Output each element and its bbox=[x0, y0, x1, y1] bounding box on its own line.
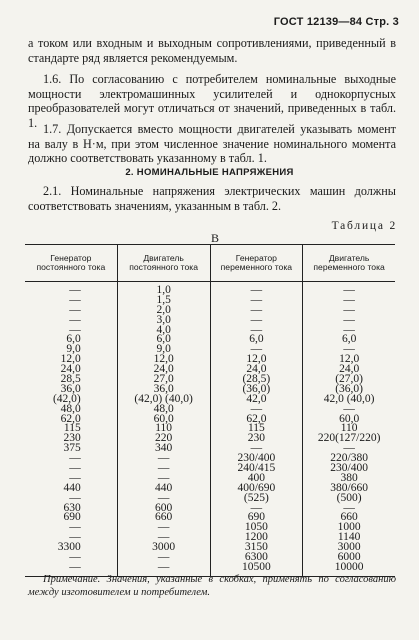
table-cell: — bbox=[157, 551, 170, 564]
table-cell: — bbox=[69, 531, 81, 544]
table-cell: — bbox=[343, 313, 355, 326]
table-cell: 3000 bbox=[152, 541, 176, 554]
table-cell: 630 bbox=[63, 501, 81, 514]
table-cell: 12,0 bbox=[246, 353, 267, 366]
table-cell: — bbox=[250, 323, 263, 336]
table-cell: (42,0) (40,0) bbox=[134, 392, 193, 405]
table-cell: 9,0 bbox=[66, 343, 81, 356]
table-cell: 1,0 bbox=[156, 284, 171, 296]
table-cell: — bbox=[250, 313, 263, 326]
table-cell: 230/400 bbox=[330, 462, 368, 475]
table-cell: — bbox=[343, 442, 355, 455]
table-cell: — bbox=[157, 521, 170, 534]
paragraph-1-6: 1.6. По согласованию с потребителем номинальные выходные мощности электромашинных усилителей и однокорпусных преобразователей могут отличаться от значений, приведенных в табл. 1. bbox=[28, 72, 396, 130]
table-cell: — bbox=[343, 501, 355, 514]
table-cell: 3150 bbox=[244, 541, 268, 554]
table-cell: 1,5 bbox=[156, 293, 171, 306]
table-cell: 110 bbox=[340, 422, 358, 435]
table-cell: — bbox=[69, 491, 81, 504]
table-cell: — bbox=[343, 303, 355, 316]
table-body bbox=[25, 282, 395, 576]
table-cell: 380/660 bbox=[330, 481, 368, 494]
paragraph-2-1: 2.1. Номинальные напряжения электрических машин должны соответствовать значениям, указанным в табл. 2. bbox=[28, 184, 396, 213]
table-cell: — bbox=[69, 303, 81, 316]
table-cell: 230/400 bbox=[237, 452, 276, 465]
table-cell: 24,0 bbox=[339, 363, 360, 376]
table-cell: 660 bbox=[155, 511, 173, 524]
table-cell: — bbox=[343, 284, 355, 296]
table-cell: 1200 bbox=[244, 531, 268, 544]
table-cell: 36,0 bbox=[60, 382, 81, 395]
table-cell: 1050 bbox=[244, 521, 268, 534]
table-cell: 6,0 bbox=[341, 333, 357, 346]
table-cell: 3,0 bbox=[156, 313, 171, 326]
table-cell: 60,0 bbox=[153, 412, 174, 425]
table-cell: 12,0 bbox=[153, 353, 174, 366]
section-title: 2. НОМИНАЛЬНЫЕ НАПРЯЖЕНИЯ bbox=[125, 167, 294, 178]
table-cell: — bbox=[250, 303, 263, 316]
table-cell: (42,0) bbox=[52, 392, 81, 405]
table-cell: 24,0 bbox=[153, 363, 174, 376]
column-header: Двигатель постоянного тока bbox=[117, 245, 210, 281]
table-cell: 6,0 bbox=[156, 333, 171, 346]
table-cell: 4,0 bbox=[156, 323, 171, 336]
table-cell: — bbox=[250, 284, 263, 296]
table-cell: 660 bbox=[340, 511, 358, 524]
table-cell: 60,0 bbox=[339, 412, 360, 425]
table-cell: (36,0) bbox=[335, 382, 364, 395]
voltage-table bbox=[25, 244, 395, 577]
table-cell: — bbox=[69, 323, 81, 336]
table-cell: 24,0 bbox=[60, 363, 81, 376]
table-cell: — bbox=[157, 560, 170, 573]
table-cell: — bbox=[69, 462, 81, 475]
table-cell: 42,0 bbox=[246, 392, 267, 405]
table-cell: 48,0 bbox=[153, 402, 174, 415]
table-cell: 115 bbox=[247, 422, 265, 435]
table-cell: 400/690 bbox=[237, 481, 276, 494]
table-cell: 240/415 bbox=[237, 462, 276, 475]
table-cell: 220 bbox=[155, 432, 173, 445]
table-cell: 690 bbox=[63, 511, 81, 524]
table-cell: (500) bbox=[336, 491, 362, 504]
table-cell: 12,0 bbox=[339, 353, 360, 366]
table-cell: — bbox=[343, 343, 355, 356]
table-cell: 27,0 bbox=[153, 373, 174, 386]
table-cell: — bbox=[343, 293, 355, 306]
table-cell: — bbox=[157, 491, 170, 504]
table-cell: 6000 bbox=[337, 551, 361, 564]
table-cell: 2,0 bbox=[156, 303, 171, 316]
table-header-row bbox=[25, 245, 395, 282]
table-cell: 380 bbox=[340, 471, 358, 484]
table-cell: 36,0 bbox=[153, 382, 174, 395]
table-cell: 12,0 bbox=[60, 353, 81, 366]
table-cell: — bbox=[157, 462, 170, 475]
table-cell: (36,0) bbox=[242, 382, 271, 395]
column-header: Генератор переменного тока bbox=[210, 245, 303, 281]
table-cell: 42,0 (40,0) bbox=[323, 392, 375, 405]
table-column bbox=[25, 282, 117, 576]
table-cell: — bbox=[250, 442, 263, 455]
table-cell: — bbox=[69, 293, 81, 306]
paragraph-continuation: а током или входным и выходным сопротивлениями, приведенный в стандарте ряд является рекомендуемым. bbox=[28, 36, 396, 65]
table-cell: — bbox=[250, 293, 263, 306]
table-cell: 110 bbox=[155, 422, 173, 435]
table-cell: 62,0 bbox=[246, 412, 267, 425]
table-cell: 690 bbox=[247, 511, 265, 524]
table-cell: — bbox=[343, 402, 355, 415]
table-cell: — bbox=[250, 402, 263, 415]
table-cell: 3300 bbox=[57, 541, 81, 554]
table-cell: — bbox=[69, 551, 81, 564]
table-cell: 440 bbox=[155, 481, 173, 494]
table-column bbox=[302, 282, 395, 576]
table-cell: 6300 bbox=[244, 551, 268, 564]
table-cell: 230 bbox=[247, 432, 265, 445]
table-cell: 10000 bbox=[334, 560, 364, 573]
table-cell: (27,0) bbox=[335, 373, 364, 386]
table-label: Таблица 2 bbox=[331, 220, 397, 232]
table-cell: 10500 bbox=[242, 560, 271, 573]
table-cell: — bbox=[69, 313, 81, 326]
table-cell: 1140 bbox=[337, 531, 361, 544]
table-cell: 28,5 bbox=[60, 373, 81, 386]
table-cell: — bbox=[250, 343, 263, 356]
column-header: Двигатель переменного тока bbox=[302, 245, 395, 281]
table-cell: 220(127/220) bbox=[317, 432, 381, 445]
table-cell: 375 bbox=[63, 442, 81, 455]
table-cell: 400 bbox=[247, 471, 265, 484]
table-cell: 3000 bbox=[337, 541, 361, 554]
page-header: ГОСТ 12139—84 Стр. 3 bbox=[273, 16, 399, 28]
table-cell: — bbox=[69, 284, 81, 296]
table-cell: 9,0 bbox=[156, 343, 171, 356]
table-cell: — bbox=[157, 452, 170, 465]
paragraph-1-7: 1.7. Допускается вместо мощности двигателей указывать момент на валу в Н·м, при этом численное значение номинального момента должно соответствовать указанному в табл. 1. bbox=[28, 122, 396, 166]
table-cell: — bbox=[343, 323, 355, 336]
table-cell: 24,0 bbox=[246, 363, 267, 376]
table-cell: — bbox=[69, 471, 81, 484]
table-cell: — bbox=[157, 471, 170, 484]
table-cell: (28,5) bbox=[242, 373, 271, 386]
table-cell: 6,0 bbox=[249, 333, 264, 346]
table-cell: 340 bbox=[155, 442, 173, 455]
table-cell: 220/380 bbox=[330, 452, 368, 465]
table-unit-letter: В bbox=[210, 231, 219, 245]
table-cell: 62,0 bbox=[60, 412, 81, 425]
table-cell: 230 bbox=[63, 432, 81, 445]
table-cell: — bbox=[69, 521, 81, 534]
table-column bbox=[210, 282, 303, 576]
table-cell: — bbox=[69, 452, 81, 465]
column-header: Генератор постоянного тока bbox=[36, 252, 106, 272]
table-cell: — bbox=[157, 531, 170, 544]
table-cell: — bbox=[69, 560, 81, 573]
table-column bbox=[117, 282, 210, 576]
table-cell: — bbox=[250, 501, 263, 514]
table-cell: (525) bbox=[243, 491, 269, 504]
table-cell: 440 bbox=[63, 481, 81, 494]
table-cell: 1000 bbox=[337, 521, 361, 534]
table-cell: 6,0 bbox=[66, 333, 81, 346]
table-cell: 600 bbox=[155, 501, 173, 514]
table-note: Примечание. Значения, указанные в скобках, применять по согласованию между изготовителем и потребителем. bbox=[28, 574, 396, 598]
table-cell: 48,0 bbox=[60, 402, 81, 415]
table-cell: 115 bbox=[63, 422, 81, 435]
